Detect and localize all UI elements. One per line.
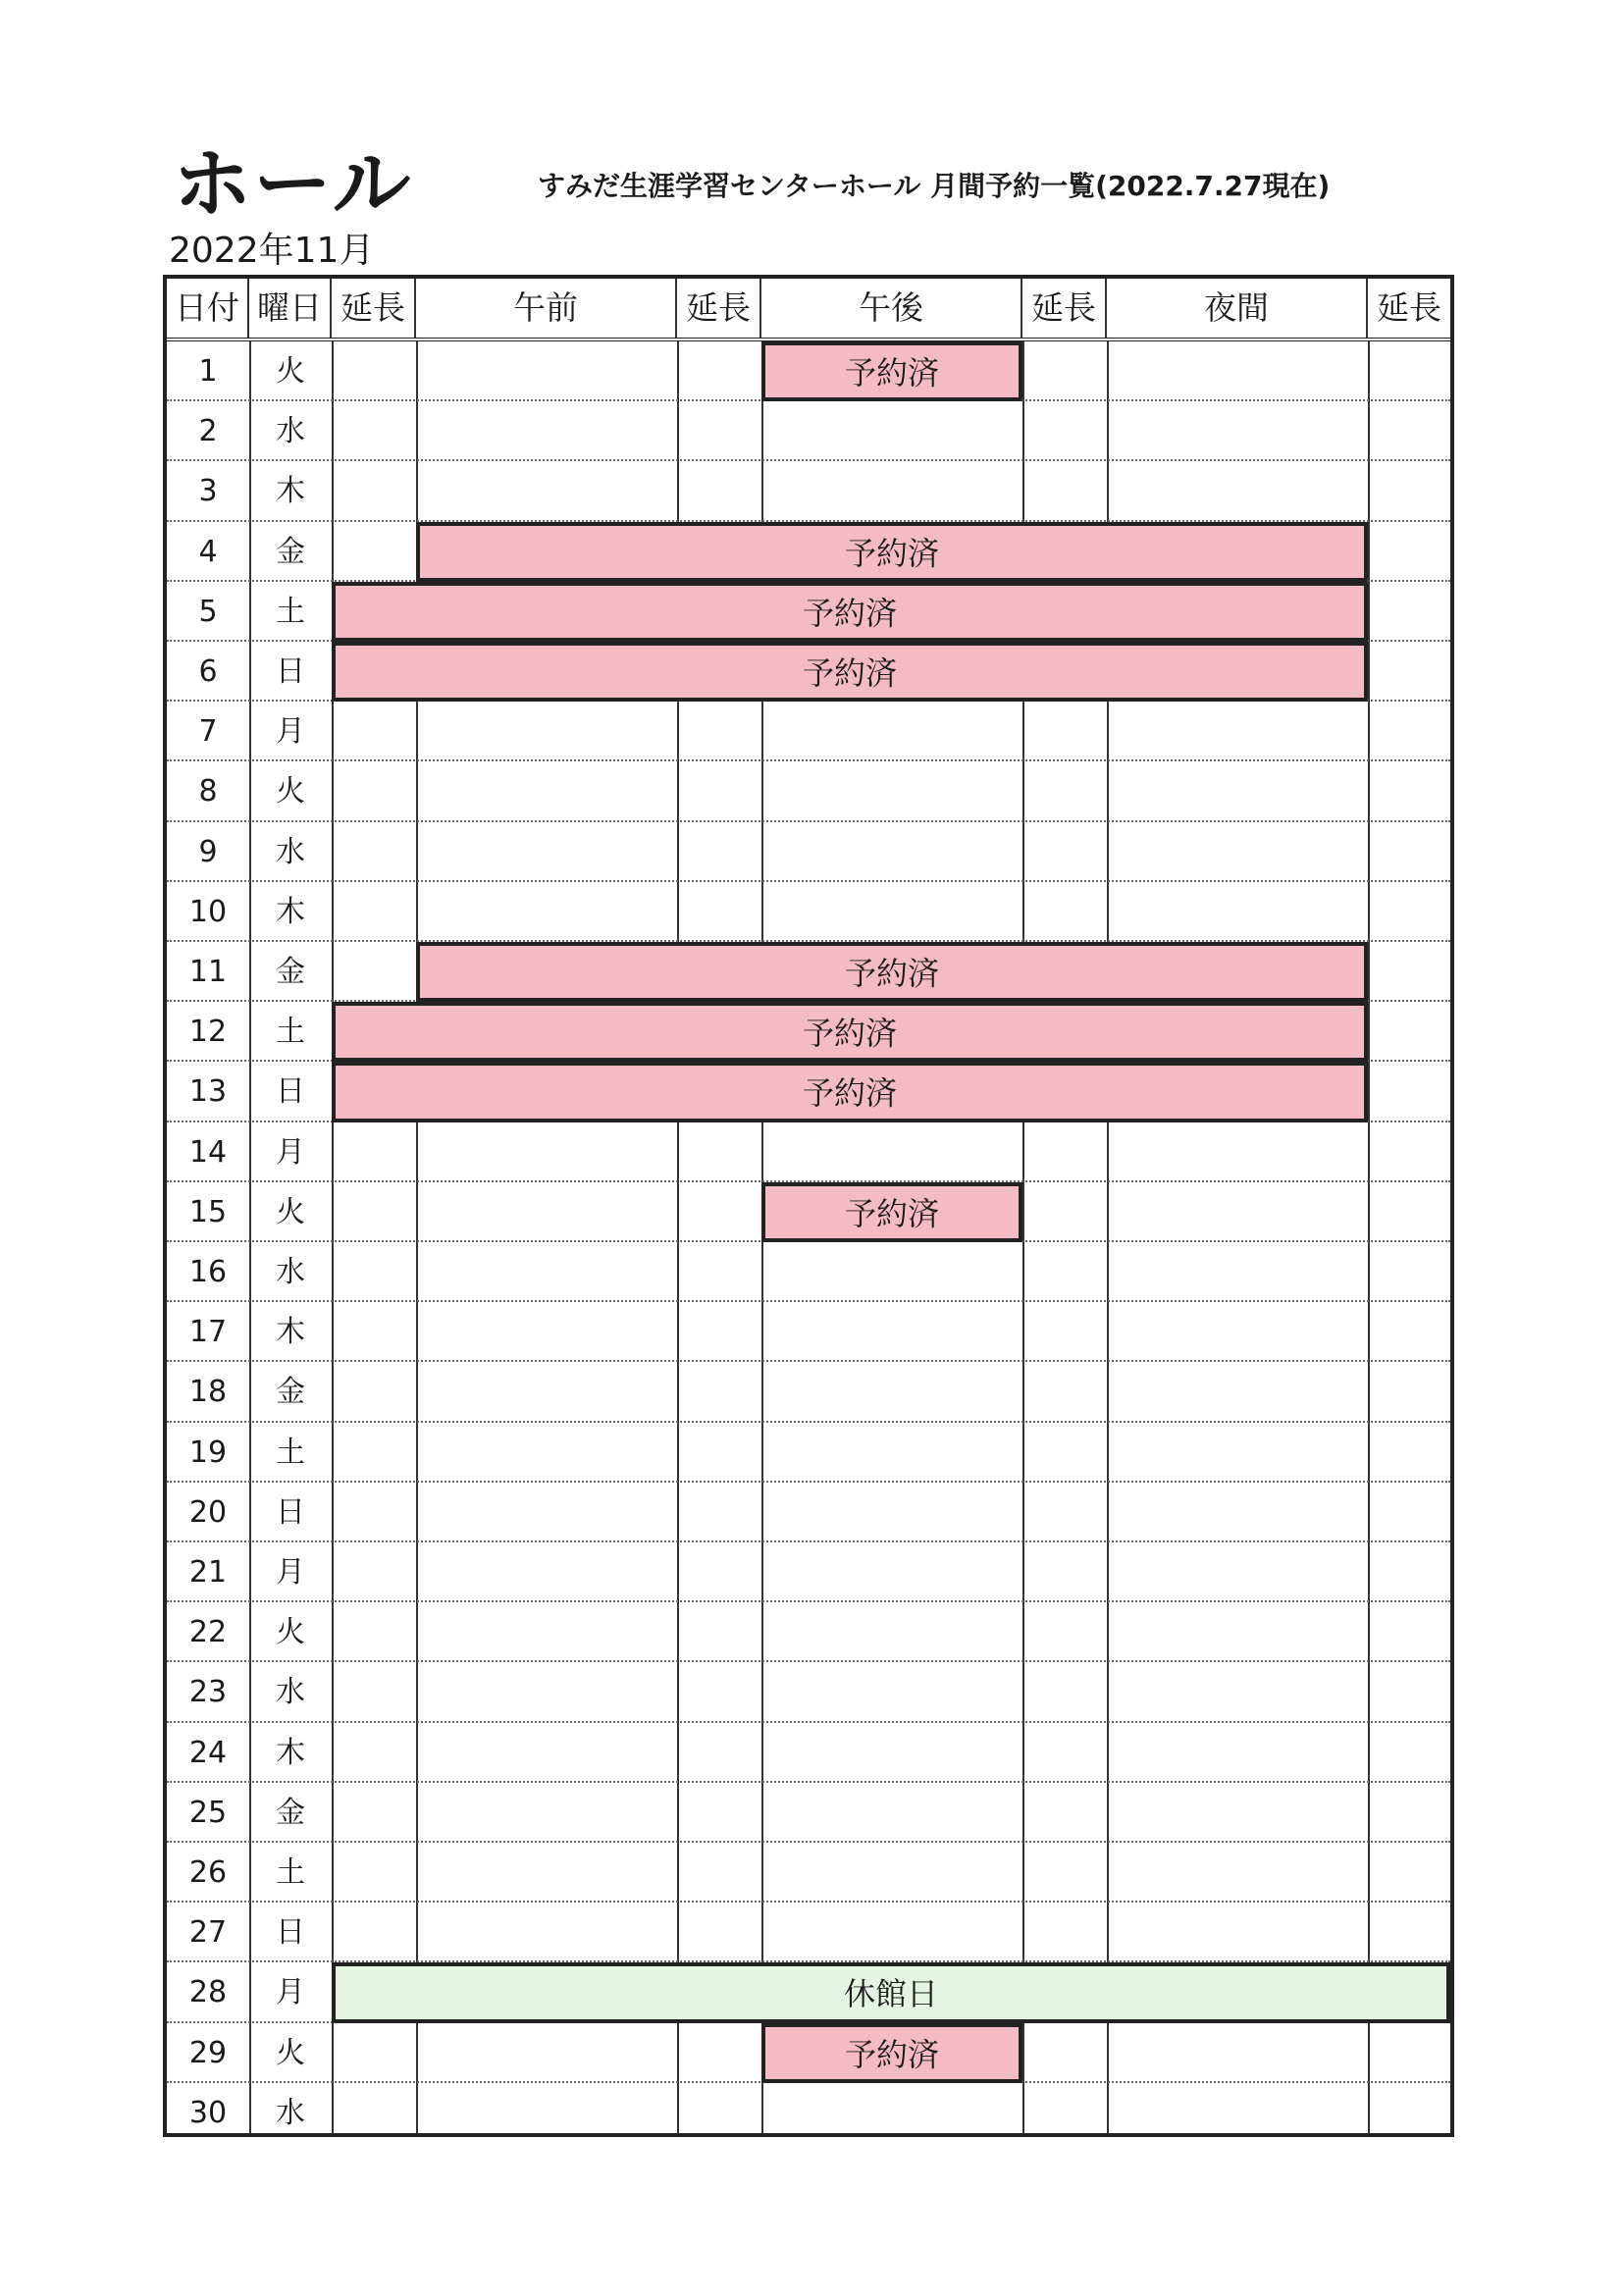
header-extension-2: 延長 xyxy=(677,279,761,338)
day-number: 12 xyxy=(188,1015,228,1050)
table-row xyxy=(167,1542,1450,1602)
weekday: 火 xyxy=(276,2035,305,2070)
header-morning: 午前 xyxy=(416,279,677,338)
weekday: 月 xyxy=(276,714,305,750)
day-number: 2 xyxy=(198,414,218,449)
day-number: 9 xyxy=(198,834,218,869)
weekday: 木 xyxy=(276,894,305,929)
day-number: 17 xyxy=(188,1315,228,1350)
weekday: 火 xyxy=(276,1615,305,1650)
table-row xyxy=(167,1602,1450,1662)
day-number: 14 xyxy=(188,1134,228,1170)
day-number: 25 xyxy=(188,1795,228,1830)
reserved-block: 予約済 xyxy=(416,942,1368,1002)
document-subtitle: すみだ生涯学習センターホール 月間予約一覧(2022.7.27現在) xyxy=(538,170,1331,202)
weekday: 土 xyxy=(276,1015,305,1050)
weekday: 水 xyxy=(276,1675,305,1710)
table-row xyxy=(167,1723,1450,1783)
day-number: 27 xyxy=(188,1915,228,1951)
table-row xyxy=(167,522,1450,582)
weekday: 火 xyxy=(276,1194,305,1229)
table-row xyxy=(167,1783,1450,1843)
table-row xyxy=(167,642,1450,702)
reserved-block: 予約済 xyxy=(332,582,1368,642)
table-row xyxy=(167,822,1450,882)
weekday: 金 xyxy=(276,1795,305,1830)
table-row xyxy=(167,1903,1450,1962)
table-row xyxy=(167,1483,1450,1542)
weekday: 水 xyxy=(276,834,305,869)
table-row xyxy=(167,582,1450,642)
weekday: 火 xyxy=(276,354,305,389)
header-date: 日付 xyxy=(167,279,249,338)
reserved-block: 予約済 xyxy=(761,2023,1022,2083)
day-number: 3 xyxy=(198,474,218,509)
table-row xyxy=(167,1302,1450,1362)
day-number: 19 xyxy=(188,1435,228,1470)
header-weekday: 曜日 xyxy=(249,279,332,338)
header-extension-4: 延長 xyxy=(1377,288,1441,327)
reserved-block: 予約済 xyxy=(761,1182,1022,1242)
weekday: 水 xyxy=(276,414,305,449)
reserved-block: 予約済 xyxy=(416,522,1368,582)
reserved-block: 予約済 xyxy=(332,1002,1368,1062)
day-number: 16 xyxy=(188,1255,228,1289)
closed-day-block: 休館日 xyxy=(332,1962,1450,2022)
weekday: 土 xyxy=(276,1855,305,1890)
day-number: 8 xyxy=(198,774,218,809)
reserved-block: 予約済 xyxy=(332,642,1368,702)
weekday: 月 xyxy=(276,1134,305,1170)
table-row xyxy=(167,1362,1450,1422)
day-number: 28 xyxy=(188,1975,228,2010)
weekday: 日 xyxy=(276,1074,305,1110)
table-header xyxy=(167,279,1450,341)
day-number: 24 xyxy=(188,1735,228,1770)
weekday: 木 xyxy=(276,474,305,509)
day-number: 22 xyxy=(188,1615,228,1650)
table-row xyxy=(167,882,1450,942)
day-number: 5 xyxy=(198,594,218,629)
table-row xyxy=(167,702,1450,761)
table-row xyxy=(167,2083,1450,2143)
table-row xyxy=(167,761,1450,821)
day-number: 1 xyxy=(198,354,218,389)
weekday: 金 xyxy=(276,534,305,569)
weekday: 土 xyxy=(276,1435,305,1470)
day-number: 10 xyxy=(188,894,228,929)
weekday: 金 xyxy=(276,1375,305,1410)
table-row xyxy=(167,401,1450,461)
day-number: 11 xyxy=(188,955,228,989)
reservation-table xyxy=(163,275,1454,2137)
table-row xyxy=(167,1843,1450,1903)
day-number: 21 xyxy=(188,1555,228,1590)
weekday: 木 xyxy=(276,1315,305,1350)
weekday: 月 xyxy=(276,1555,305,1590)
table-row xyxy=(167,461,1450,521)
header-afternoon: 午後 xyxy=(761,279,1022,338)
table-row xyxy=(167,1122,1450,1182)
day-number: 7 xyxy=(198,714,218,750)
table-row xyxy=(167,1423,1450,1483)
reserved-block: 予約済 xyxy=(332,1062,1368,1122)
table-row xyxy=(167,1242,1450,1302)
weekday: 土 xyxy=(276,594,305,629)
day-number: 29 xyxy=(188,2035,228,2070)
weekday: 日 xyxy=(276,654,305,689)
page-title: ホール xyxy=(173,138,413,230)
weekday: 金 xyxy=(276,955,305,989)
weekday: 火 xyxy=(276,774,305,809)
weekday: 日 xyxy=(276,1494,305,1530)
header-evening: 夜間 xyxy=(1107,279,1368,338)
weekday: 水 xyxy=(276,2095,305,2130)
weekday: 水 xyxy=(276,1255,305,1289)
table-row xyxy=(167,1662,1450,1722)
month-label: 2022年11月 xyxy=(169,231,375,271)
header-extension-3: 延長 xyxy=(1022,279,1107,338)
table-row xyxy=(167,1962,1450,2022)
weekday: 月 xyxy=(276,1975,305,2010)
table-row xyxy=(167,1182,1450,1242)
reserved-block: 予約済 xyxy=(761,341,1022,401)
table-row xyxy=(167,1002,1450,1062)
weekday: 木 xyxy=(276,1735,305,1770)
table-row xyxy=(167,2023,1450,2083)
day-number: 30 xyxy=(188,2095,228,2130)
day-number: 6 xyxy=(198,654,218,689)
day-number: 26 xyxy=(188,1855,228,1890)
weekday: 日 xyxy=(276,1915,305,1951)
day-number: 23 xyxy=(188,1675,228,1710)
table-row xyxy=(167,341,1450,401)
header-extension-1: 延長 xyxy=(332,279,416,338)
day-number: 13 xyxy=(188,1074,228,1110)
day-number: 18 xyxy=(188,1375,228,1410)
table-row xyxy=(167,942,1450,1002)
day-number: 4 xyxy=(198,534,218,569)
table-row xyxy=(167,1062,1450,1122)
day-number: 20 xyxy=(188,1494,228,1530)
day-number: 15 xyxy=(188,1194,228,1229)
